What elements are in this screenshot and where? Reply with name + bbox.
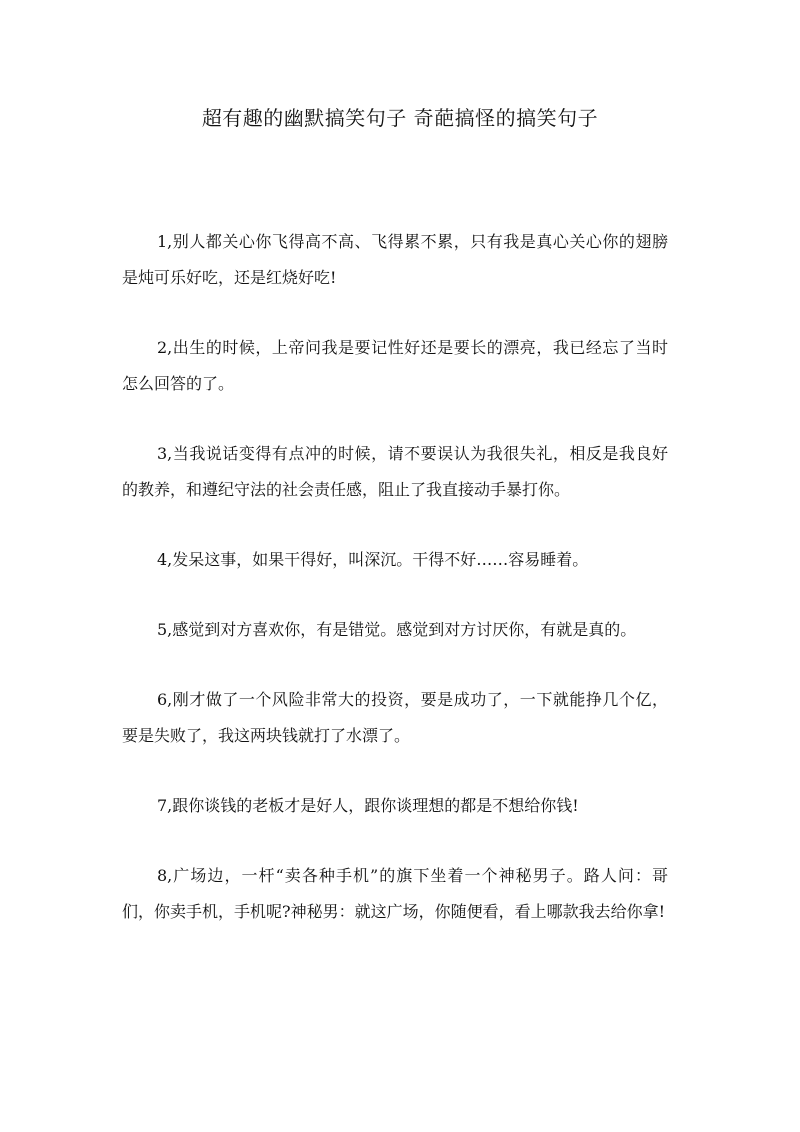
paragraph-1: 1,别人都关心你飞得高不高、飞得累不累，只有我是真心关心你的翅膀是炖可乐好吃，还是红烧好吃! (122, 232, 668, 287)
page-title: 超有趣的幽默搞笑句子 奇葩搞怪的搞笑句子 (201, 106, 599, 130)
paragraph-4: 4,发呆这事，如果干得好，叫深沉。干得不好……容易睡着。 (157, 550, 589, 569)
paragraph-5: 5,感觉到对方喜欢你，有是错觉。感觉到对方讨厌你，有就是真的。 (157, 620, 637, 639)
paragraph-2: 2,出生的时候，上帝问我是要记性好还是要长的漂亮，我已经忘了当时怎么回答的了。 (122, 338, 668, 393)
document-body (122, 224, 668, 964)
paragraph-6: 6,刚才做了一个风险非常大的投资，要是成功了，一下就能挣几个亿，要是失败了，我这两块钱就打了水漂了。 (122, 690, 668, 745)
paragraph-3: 3,当我说话变得有点冲的时候，请不要误认为我很失礼，相反是我良好的教养，和遵纪守法的社会责任感，阻止了我直接动手暴打你。 (122, 444, 668, 499)
paragraph-7: 7,跟你谈钱的老板才是好人，跟你谈理想的都是不想给你钱! (157, 796, 579, 815)
paragraph-8: 8,广场边，一杆“卖各种手机”的旗下坐着一个神秘男子。路人问：哥们，你卖手机，手机呢?神秘男：就这广场，你随便看，看上哪款我去给你拿! (122, 866, 668, 921)
